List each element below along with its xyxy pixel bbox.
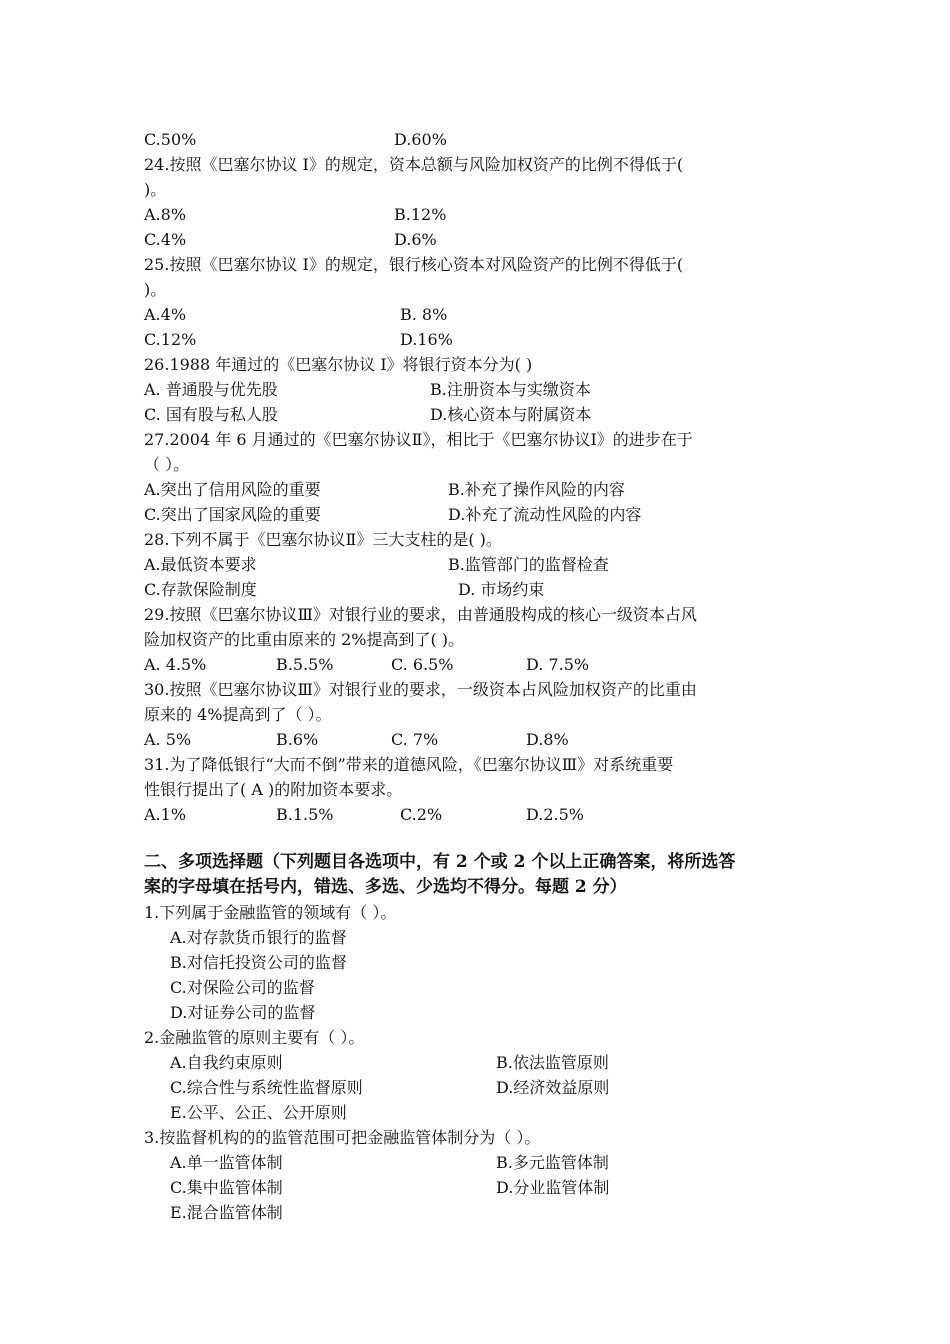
- option-d: D. 7.5%: [526, 655, 590, 674]
- m1-option-d: D.对证券公司的监督: [170, 1003, 316, 1022]
- q27-options-row1: [144, 477, 625, 502]
- option-c: C.综合性与系统性监督原则: [170, 1078, 363, 1097]
- option-d: D.2.5%: [526, 805, 584, 824]
- m2-options-row2: [170, 1075, 609, 1100]
- q27-options-row2: [144, 502, 641, 527]
- q31-options-row: [144, 802, 584, 827]
- q27-stem-cont: （ ）。: [144, 455, 190, 474]
- option-d: D.经济效益原则: [496, 1078, 610, 1097]
- q31-stem-cont: 性银行提出了( A )的附加资本要求。: [144, 780, 403, 799]
- option-c: C.集中监管体制: [170, 1178, 283, 1197]
- option-b: B. 8%: [400, 305, 448, 324]
- m2-stem: 2.金融监管的原则主要有（ ）。: [144, 1028, 365, 1047]
- option-b: B.补充了操作风险的内容: [448, 480, 625, 499]
- m1-option-c: C.对保险公司的监督: [170, 978, 315, 997]
- option-b: B.监管部门的监督检查: [448, 555, 609, 574]
- m2-option-e: E.公平、公正、公开原则: [170, 1103, 347, 1122]
- q24-stem: 24.按照《巴塞尔协议 I》的规定，资本总额与风险加权资产的比例不得低于(: [144, 155, 684, 174]
- option-d: D.8%: [526, 730, 569, 749]
- q26-options-row1: [144, 377, 591, 402]
- option-b: B.1.5%: [276, 805, 334, 824]
- q23-options-row: [144, 127, 447, 152]
- option-a: A.4%: [144, 305, 187, 324]
- q28-options-row1: [144, 552, 609, 577]
- option-d: D. 市场约束: [458, 580, 545, 599]
- m1-option-a: A.对存款货币银行的监督: [170, 928, 347, 947]
- m3-options-row1: [170, 1150, 609, 1175]
- option-d: D.6%: [394, 230, 437, 249]
- q25-stem: 25.按照《巴塞尔协议 I》的规定，银行核心资本对风险资产的比例不得低于(: [144, 255, 684, 274]
- q25-options-row2: [144, 327, 453, 352]
- q29-stem: 29.按照《巴塞尔协议Ⅲ》对银行业的要求，由普通股构成的核心一级资本占风: [144, 605, 697, 624]
- q30-stem-cont: 原来的 4%提高到了（ ）。: [144, 705, 332, 724]
- m3-options-row2: [170, 1175, 609, 1200]
- option-d: D.分业监管体制: [496, 1178, 610, 1197]
- q30-options-row: [144, 727, 569, 752]
- q27-stem: 27.2004 年 6 月通过的《巴塞尔协议Ⅱ》，相比于《巴塞尔协议Ⅰ》的进步在于: [144, 430, 693, 449]
- option-b: B.12%: [394, 205, 447, 224]
- option-a: A.最低资本要求: [144, 555, 257, 574]
- q25-stem-cont: )。: [144, 280, 167, 299]
- option-c: C.12%: [144, 330, 197, 349]
- m3-stem: 3.按监督机构的的监管范围可把金融监管体制分为（ ）。: [144, 1128, 541, 1147]
- option-c: C.4%: [144, 230, 187, 249]
- q29-options-row: [144, 652, 589, 677]
- section2-heading-line2: 案的字母填在括号内，错选、多选、少选均不得分。每题 2 分）: [144, 877, 627, 897]
- q30-stem: 30.按照《巴塞尔协议Ⅲ》对银行业的要求，一级资本占风险加权资产的比重由: [144, 680, 697, 699]
- option-a: A.单一监管体制: [170, 1153, 283, 1172]
- option-a: A.自我约束原则: [170, 1053, 283, 1072]
- m1-stem: 1.下列属于金融监管的领域有（ ）。: [144, 903, 397, 922]
- option-d: D.60%: [394, 130, 447, 149]
- option-b: B.注册资本与实缴资本: [430, 380, 591, 399]
- q24-options-row1: [144, 202, 446, 227]
- option-a: A. 4.5%: [144, 655, 207, 674]
- option-a: A. 普通股与优先股: [144, 380, 278, 399]
- option-b: B.6%: [276, 730, 319, 749]
- option-c: C. 国有股与私人股: [144, 405, 278, 424]
- q24-stem-cont: )。: [144, 180, 167, 199]
- option-b: B.5.5%: [276, 655, 334, 674]
- option-c: C.存款保险制度: [144, 580, 257, 599]
- m1-option-b: B.对信托投资公司的监督: [170, 953, 347, 972]
- option-a: A.突出了信用风险的重要: [144, 480, 321, 499]
- option-b: B.依法监管原则: [496, 1053, 609, 1072]
- section2-heading-line1: 二、多项选择题（下列题目各选项中，有 2 个或 2 个以上正确答案，将所选答: [144, 852, 736, 872]
- option-c: C.突出了国家风险的重要: [144, 505, 321, 524]
- q26-stem: 26.1988 年通过的《巴塞尔协议 I》将银行资本分为( ): [144, 355, 533, 374]
- q28-stem: 28.下列不属于《巴塞尔协议Ⅱ》三大支柱的是( )。: [144, 530, 502, 549]
- q25-options-row1: [144, 302, 447, 327]
- option-d: D.补充了流动性风险的内容: [448, 505, 642, 524]
- m2-options-row1: [170, 1050, 609, 1075]
- q28-options-row2: [144, 577, 544, 602]
- q29-stem-cont: 险加权资产的比重由原来的 2%提高到了( )。: [144, 630, 465, 649]
- option-d: D.16%: [400, 330, 453, 349]
- m3-option-e: E.混合监管体制: [170, 1203, 283, 1222]
- option-b: B.多元监管体制: [496, 1153, 609, 1172]
- option-c: C.2%: [400, 805, 443, 824]
- option-c: C. 7%: [391, 730, 439, 749]
- q31-stem: 31.为了降低银行“大而不倒”带来的道德风险，《巴塞尔协议Ⅲ》对系统重要: [144, 755, 674, 774]
- option-d: D.核心资本与附属资本: [430, 405, 592, 424]
- option-c: C.50%: [144, 130, 197, 149]
- q26-options-row2: [144, 402, 591, 427]
- option-a: A. 5%: [144, 730, 192, 749]
- option-a: A.8%: [144, 205, 187, 224]
- q24-options-row2: [144, 227, 437, 252]
- option-a: A.1%: [144, 805, 187, 824]
- option-c: C. 6.5%: [391, 655, 454, 674]
